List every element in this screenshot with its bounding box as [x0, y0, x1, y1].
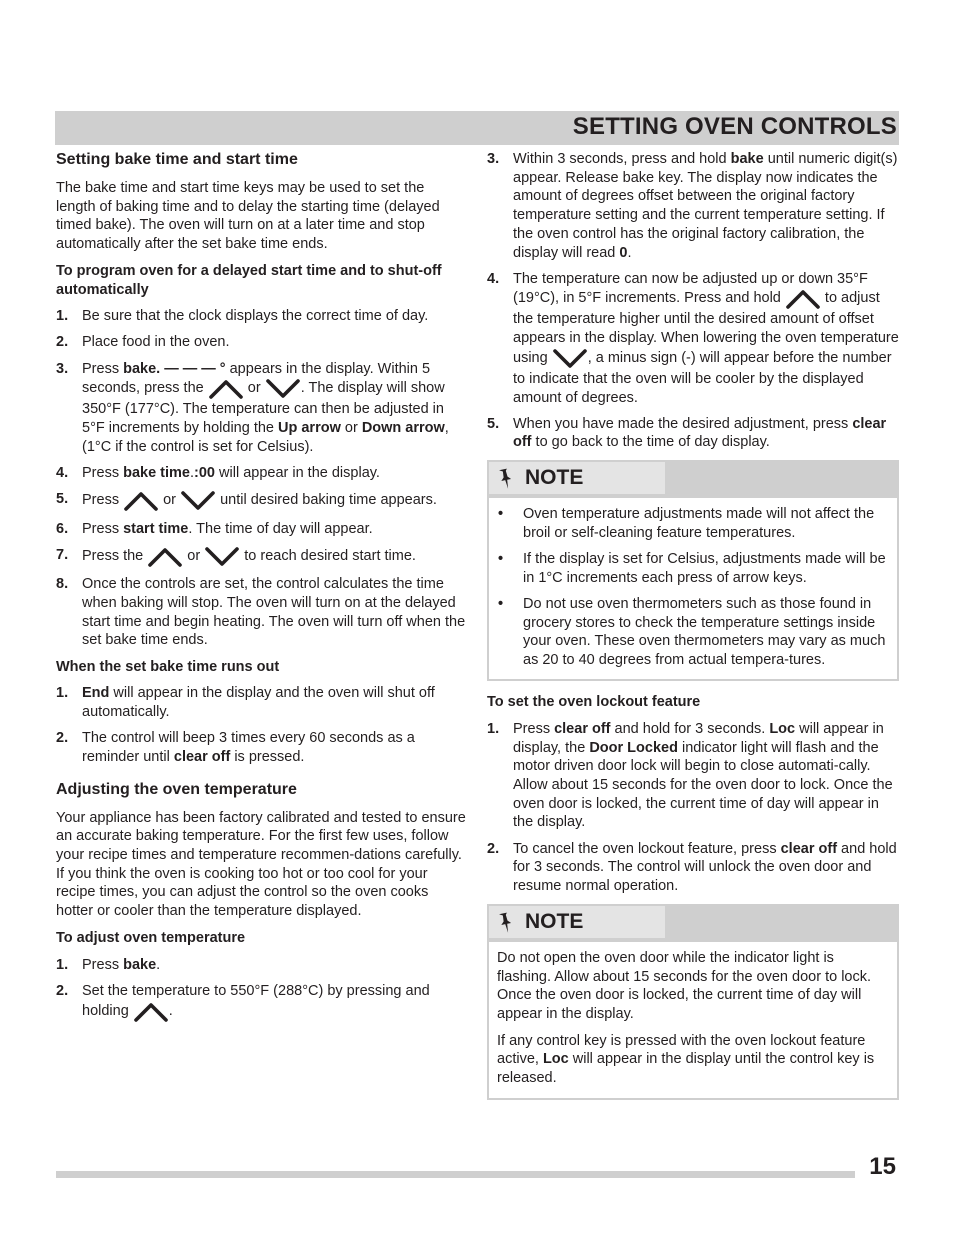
bake-time-intro: The bake time and start time keys may be used to set the length of baking time and to delay the starting time (delayed timed bake). The oven will turn on at a later time and stop automatically after the set bake time ends.	[56, 180, 440, 253]
header-bar	[55, 111, 899, 145]
list-item: • If the display is set for Celsius, adjustments made will be in 1°C increments each press of arrow keys.	[498, 551, 886, 586]
section-heading-adjust-temp: Adjusting the oven temperature	[56, 780, 297, 798]
down-arrow-icon	[180, 490, 216, 512]
page-number: 15	[869, 1153, 896, 1180]
list-item: 4. The temperature can now be adjusted up or down 35°F (19°C), in 5°F increments. Press and hold to adjust the temperature higher until the desired amount of offset appears in the display. When lowering the oven temperature using , a minus sign (-) will appear before the number to indicate that the oven will be cooler by the displayed amount of degrees.	[487, 270, 899, 406]
section-heading-bake-time: Setting bake time and start time	[56, 151, 298, 168]
footer-bar	[56, 1171, 855, 1178]
list-item: 4. Press bake time.:00 will appear in the display.	[56, 464, 380, 481]
note-paragraph: If any control key is pressed with the oven lockout feature active, Loc will appear in the display until the control key is released.	[497, 1032, 875, 1087]
down-arrow-icon	[265, 378, 301, 400]
subheading-adjust-temp: To adjust oven temperature	[56, 929, 246, 946]
list-item: 5. When you have made the desired adjustment, press clear off to go back to the time of day display.	[487, 415, 887, 451]
list-item: 1. Be sure that the clock displays the correct time of day.	[56, 308, 429, 325]
up-arrow-icon	[208, 378, 244, 400]
up-arrow-icon	[147, 546, 183, 568]
list-item: 8. Once the controls are set, the control calculates the time when baking will stop. The oven will turn on at the delayed start time and begin heating. The oven will turn off when the set bake time ends.	[56, 576, 466, 649]
list-item: 6. Press start time. The time of day will appear.	[56, 520, 373, 537]
list-item: 2. To cancel the oven lockout feature, press clear off and hold for 3 seconds. The control will unlock the oven door and resume normal operation.	[487, 840, 897, 895]
right-column	[487, 150, 899, 1112]
pushpin-icon	[498, 468, 514, 490]
subheading-lockout: To set the oven lockout feature	[487, 694, 701, 711]
list-item: 3. Press bake. — — — ° appears in the display. Within 5 seconds, press the or . The display will show 350°F (177°C). The temperature can then be adjusted in 5°F increments by holding the Up arrow or Down arrow, (1°C if the control is set for Celsius).	[56, 360, 449, 455]
adjust-temp-intro: Your appliance has been factory calibrated and tested to ensure an accurate baking temperature. For the first few uses, follow your recipe times and temperature recommen-dations carefully. If you think the oven is cooking too hot or too cool for your recipe times, you can adjust the control so the oven cooks hotter or cooler than the temperature displayed.	[56, 809, 466, 920]
page-title: SETTING OVEN CONTROLS	[572, 113, 897, 140]
up-arrow-icon	[123, 490, 159, 512]
down-arrow-icon	[552, 348, 588, 370]
list-item: • Oven temperature adjustments made will not affect the broil or self-cleaning feature temperatures.	[498, 506, 875, 541]
note-header	[489, 906, 897, 942]
note-paragraph: Do not open the oven door while the indicator light is flashing. Allow about 15 seconds for the oven door to lock. Once the oven door is locked, the current time of day will appear in the display.	[497, 949, 872, 1022]
list-item: • Do not use oven thermometers such as those found in grocery stores to check the temperature settings inside your oven. These oven thermometers may vary as much as 20 to 40 degrees from actual tempera-tures.	[498, 595, 886, 669]
list-item: 2. Place food in the oven.	[56, 334, 230, 351]
up-arrow-icon	[133, 1001, 169, 1023]
note-box-lockout	[487, 904, 899, 1100]
subheading-bake-time-runs-out: When the set bake time runs out	[56, 658, 280, 675]
note-header	[489, 462, 897, 498]
up-arrow-icon	[785, 288, 821, 310]
pushpin-icon	[498, 912, 514, 934]
list-item: 1. Press clear off and hold for 3 seconds. Loc will appear in display, the Door Locked indicator light will flash and the motor driven door lock will begin to close automati-cally. Allow about 15 seconds for the oven door to lock. Once the oven door is locked, the current time of day will appear in the display.	[487, 720, 893, 831]
subheading-delayed-start: To program oven for a delayed start time and to shut-off automatically	[56, 262, 442, 298]
list-item: 1. End will appear in the display and the oven will shut off automatically.	[56, 685, 435, 721]
list-item: 3. Within 3 seconds, press and hold bake until numeric digit(s) appear. Release bake key. The display now indicates the amount of degrees offset between the original factory temperature setting and the current temperature setting. If the oven control has the original factory calibration, the display will read 0.	[487, 151, 898, 261]
list-item: 2. The control will beep 3 times every 60 seconds as a reminder until clear off is pressed.	[56, 730, 415, 765]
list-item: 1. Press bake.	[56, 956, 161, 973]
list-item: 2. Set the temperature to 550°F (288°C) by pressing and holding .	[56, 982, 466, 1023]
note-label: NOTE	[525, 909, 584, 933]
left-column	[56, 150, 466, 1030]
list-item: 5. Press or until desired baking time appears.	[56, 490, 466, 512]
note-box-temperature	[487, 460, 899, 681]
down-arrow-icon	[204, 546, 240, 568]
list-item: 7. Press the or to reach desired start time.	[56, 546, 466, 568]
note-label: NOTE	[525, 466, 584, 490]
